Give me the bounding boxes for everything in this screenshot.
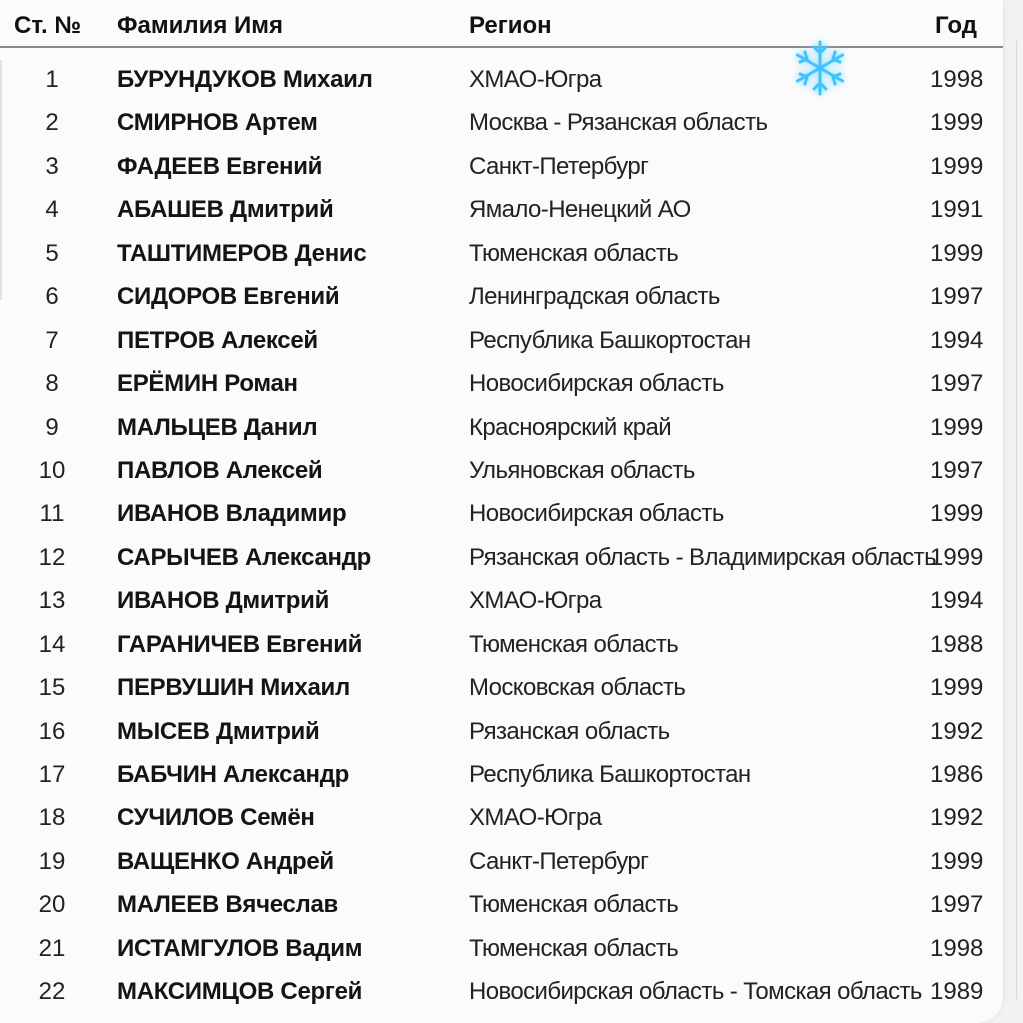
cell-year: 1998 (930, 934, 984, 962)
cell-position: 15 (38, 674, 66, 702)
cell-year: 1992 (930, 804, 984, 832)
cell-name: АБАШЕВ Дмитрий (117, 196, 334, 224)
cell-region: ХМАО-Югра (469, 587, 602, 615)
header-region: Регион (469, 12, 552, 39)
snowflake-icon (788, 36, 852, 100)
table-row (0, 406, 1003, 449)
cell-name: ПЕТРОВ Алексей (117, 326, 318, 354)
frame-edge (1016, 40, 1021, 1000)
cell-region: Республика Башкортостан (469, 761, 751, 788)
cell-position: 10 (38, 456, 66, 484)
cell-region: ХМАО-Югра (469, 804, 602, 832)
cell-region: Санкт-Петербург (469, 847, 649, 875)
cell-region: Тюменская область (469, 630, 679, 658)
cell-year: 1999 (930, 152, 984, 180)
table-row (0, 970, 1003, 1013)
table-row (0, 58, 1003, 101)
cell-position: 22 (38, 978, 66, 1006)
cell-name: ИВАНОВ Дмитрий (117, 587, 330, 615)
header-year: Год (935, 12, 977, 39)
cell-year: 1999 (930, 847, 984, 875)
table-row (0, 101, 1003, 144)
table-row (0, 753, 1003, 796)
cell-position: 20 (38, 891, 66, 919)
cell-position: 7 (45, 326, 59, 354)
cell-region: Красноярский край (469, 413, 672, 441)
cell-position: 5 (45, 239, 59, 267)
cell-name: ВАЩЕНКО Андрей (117, 847, 334, 875)
cell-name: СИДОРОВ Евгений (117, 283, 340, 311)
cell-position: 2 (45, 109, 59, 137)
cell-year: 1999 (930, 543, 984, 571)
table-row (0, 145, 1003, 188)
table-body (0, 58, 1003, 1014)
cell-region: Ульяновская область (469, 456, 695, 484)
table-row (0, 362, 1003, 405)
cell-year: 1989 (930, 978, 984, 1006)
cell-name: СУЧИЛОВ Семён (117, 804, 315, 832)
cell-name: ГАРАНИЧЕВ Евгений (117, 630, 363, 658)
cell-name: ПАВЛОВ Алексей (117, 456, 323, 484)
cell-region: Санкт-Петербург (469, 152, 649, 180)
table-row (0, 319, 1003, 362)
table-row (0, 666, 1003, 709)
cell-year: 1997 (930, 283, 984, 311)
cell-name: МАКСИМЦОВ Сергей (117, 978, 363, 1006)
table-row (0, 710, 1003, 753)
table-row (0, 623, 1003, 666)
table-row (0, 840, 1003, 883)
cell-year: 1994 (930, 587, 984, 615)
cell-year: 1999 (930, 109, 984, 137)
cell-region: Республика Башкортостан (469, 326, 751, 354)
cell-name: ЕРЁМИН Роман (117, 370, 298, 398)
table-row (0, 275, 1003, 318)
cell-position: 19 (38, 847, 66, 875)
cell-year: 1997 (930, 891, 984, 919)
cell-year: 1994 (930, 326, 984, 354)
cell-region: Ленинградская область (469, 283, 720, 311)
table-row (0, 579, 1003, 622)
cell-year: 1997 (930, 370, 984, 398)
cell-year: 1986 (930, 761, 984, 788)
cell-region: Новосибирская область (469, 500, 724, 528)
cell-region: Ямало-Ненецкий АО (469, 196, 691, 224)
table-row (0, 449, 1003, 492)
cell-name: САРЫЧЕВ Александр (117, 543, 372, 571)
cell-name: ФАДЕЕВ Евгений (117, 152, 323, 180)
cell-region: Тюменская область (469, 891, 679, 919)
cell-year: 1999 (930, 239, 984, 267)
cell-position: 6 (45, 283, 59, 311)
cell-name: ПЕРВУШИН Михаил (117, 674, 350, 702)
cell-name: СМИРНОВ Артем (117, 109, 318, 137)
cell-region: ХМАО-Югра (469, 66, 602, 93)
table-row (0, 883, 1003, 926)
cell-name: БУРУНДУКОВ Михаил (117, 66, 373, 93)
cell-region: Тюменская область (469, 934, 679, 962)
table-row (0, 536, 1003, 579)
cell-position: 3 (45, 152, 59, 180)
cell-position: 8 (45, 370, 59, 398)
cell-year: 1999 (930, 413, 984, 441)
cell-position: 12 (38, 543, 66, 571)
cell-position: 21 (38, 934, 66, 962)
cell-year: 1997 (930, 456, 984, 484)
cell-region: Рязанская область - Владимирская область (469, 543, 936, 571)
cell-position: 9 (45, 413, 59, 441)
cell-region: Москва - Рязанская область (469, 109, 768, 137)
cell-year: 1992 (930, 717, 984, 745)
table-header-row (0, 0, 1003, 48)
cell-region: Рязанская область (469, 717, 670, 745)
cell-year: 1999 (930, 674, 984, 702)
cell-name: ИВАНОВ Владимир (117, 500, 347, 528)
table-row (0, 927, 1003, 970)
cell-name: МАЛЕЕВ Вячеслав (117, 891, 338, 919)
cell-position: 4 (45, 196, 59, 224)
table-row (0, 796, 1003, 839)
header-name: Фамилия Имя (117, 12, 284, 39)
cell-name: БАБЧИН Александр (117, 761, 350, 788)
cell-region: Новосибирская область (469, 370, 724, 398)
cell-year: 1999 (930, 500, 984, 528)
table-row (0, 492, 1003, 535)
cell-name: МЫСЕВ Дмитрий (117, 717, 320, 745)
cell-position: 17 (38, 761, 66, 788)
cell-year: 1998 (930, 66, 984, 93)
frame-edge (0, 60, 2, 300)
cell-name: ТАШТИМЕРОВ Денис (117, 239, 367, 267)
cell-year: 1988 (930, 630, 984, 658)
table-row (0, 232, 1003, 275)
cell-region: Новосибирская область - Томская область (469, 978, 922, 1006)
cell-position: 18 (38, 804, 66, 832)
cell-name: МАЛЬЦЕВ Данил (117, 413, 318, 441)
cell-year: 1991 (930, 196, 984, 224)
cell-region: Московская область (469, 674, 686, 702)
table-row (0, 188, 1003, 231)
header-position: Ст. № (14, 12, 82, 39)
cell-position: 11 (39, 500, 65, 528)
cell-position: 14 (38, 630, 66, 658)
cell-position: 16 (38, 717, 66, 745)
cell-position: 13 (38, 587, 66, 615)
cell-position: 1 (45, 66, 59, 93)
cell-name: ИСТАМГУЛОВ Вадим (117, 934, 363, 962)
cell-region: Тюменская область (469, 239, 679, 267)
